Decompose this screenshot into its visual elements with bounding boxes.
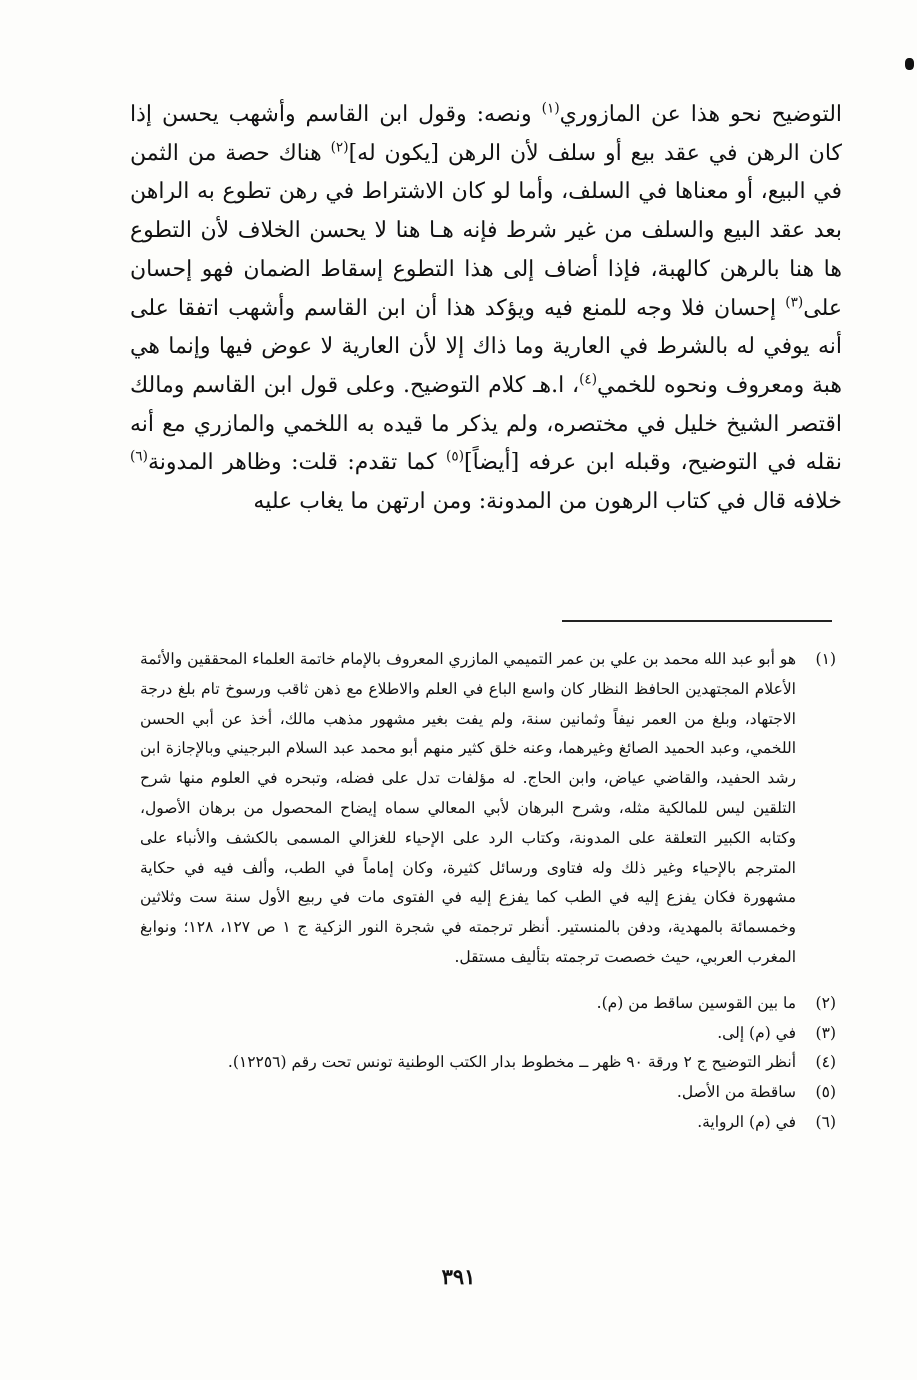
text-segment: التوضيح نحو هذا عن المازوري bbox=[559, 102, 843, 127]
footnote-text: ما بين القوسين ساقط من (م). bbox=[596, 993, 796, 1012]
main-paragraph bbox=[130, 96, 842, 522]
footnote-item bbox=[140, 645, 836, 973]
footnotes-list bbox=[140, 645, 836, 1138]
footnote-number: (٦) bbox=[815, 1112, 836, 1131]
footnote-ref-6[interactable]: (٦) bbox=[130, 449, 148, 465]
footnote-item bbox=[140, 989, 836, 1019]
footnote-ref-5[interactable]: (٥) bbox=[446, 449, 465, 465]
footnote-item bbox=[140, 1019, 836, 1049]
footnote-ref-2[interactable]: (٢) bbox=[330, 139, 349, 156]
text-segment: ونصه: وقول ابن القاسم وأشهب يحسن إذا كان الرهن في عقد بيع أو سلف لأن الرهن [يكون له] bbox=[130, 102, 842, 166]
footnote-text: في (م) إلى. bbox=[717, 1023, 796, 1042]
footnote-separator bbox=[562, 620, 832, 622]
footnote-number: (٥) bbox=[815, 1083, 836, 1102]
footnote-item bbox=[140, 1078, 836, 1108]
footnote-number: (٣) bbox=[815, 1023, 836, 1042]
footnote-text: أنظر التوضيح ج ٢ ورقة ٩٠ ظهر ــ مخطوط بدار الكتب الوطنية تونس تحت رقم (١٢٢٥٦). bbox=[227, 1053, 796, 1072]
footnote-text: هو أبو عبد الله محمد بن علي بن عمر التميمي المازري المعروف بالإمام خاتمة العلماء المحققين والأئمة الأعلام المجتهدين الحافظ النظار كان واسع الباع في العلم والاطلاع مع ذهن ثاقب ورسوخ تام بلغ درجة الاجتهاد، وبلغ من العمر نيفاً وثمانين سنة، ولم يفت بغير مشهور مذهب مالك، أخذ عن أبي الحسن اللخمي، وعبد الحميد الصائغ وغيرهما، وعنه خلق كثير منهم أبو محمد عبد السلام البرجيني وبالإجازة ابن رشد الحفيد، والقاضي عياض، وابن الحاج. له مؤلفات تدل على فضله، وتبحره في العلوم منها شرح التلقين ليس للمالكية مثله، وشرح البرهان لأبي المعالي سماه إيضاح المحصول من برهان الأصول، وكتابه الكبير التعلقة على المدونة، وكتاب الرد على الإحياء للغزالي المسمى بالكشف والأنباء على المترجم بالإحياء وغير ذلك وله فتاوى ورسائل كثيرة، وكان إماماً في الطب، وألف فيه في حكاية مشهورة فكان يفزع إليه في الطب كما يفزع إليه في الفتوى مات في ربيع الأول سنة ست وثلاثين وخمسمائة بالمهدية، ودفن بالمنستير. أنظر ترجمته في شجرة النور الزكية ج ١ ص ١٢٧، ١٢٨؛ ونوابغ المغرب العربي، حيث خصصت ترجمته بتأليف مستقل. bbox=[140, 650, 797, 966]
text-segment: إحسان فلا وجه للمنع فيه ويؤكد هذا أن ابن القاسم وأشهب اتفقا على أنه يوفي له بالشرط في العارية وما ذاك إلا لأن العارية لا عوض فيها وإنما هي هبة ومعروف ونحوه للخمي bbox=[130, 295, 842, 398]
footnote-ref-1[interactable]: (١) bbox=[541, 100, 560, 117]
text-segment: ، ا.هـ كلام التوضيح. وعلى قول ابن القاسم ومالك اقتصر الشيخ خليل في مختصره، ولم يذكر ما قيده به اللخمي والمازري مع أنه نقله في التوضيح، وقبله ابن عرفه [أيضاً] bbox=[130, 372, 842, 476]
footnote-text: في (م) الرواية. bbox=[697, 1112, 796, 1131]
footnote-ref-4[interactable]: (٤) bbox=[579, 371, 598, 388]
footnote-item bbox=[140, 1108, 836, 1138]
footnote-number: (٤) bbox=[815, 1053, 836, 1072]
ink-mark bbox=[905, 58, 914, 70]
footnote-item bbox=[140, 1048, 836, 1078]
text-segment: خلافه قال في كتاب الرهون من المدونة: ومن ارتهن ما يغاب عليه bbox=[253, 489, 842, 515]
text-segment: كما تقدم: قلت: وظاهر المدونة bbox=[147, 450, 447, 476]
text-segment: هناك حصة من الثمن في البيع، أو معناها في السلف، وأما لو كان الاشتراط في رهن تطوع به الراهن بعد عقد البيع والسلف من غير شرط فإنه هـا هنا لا يحسن الخلاف لأن التطوع ها هنا بالرهن كالهبة، فإذا أضاف إلى هذا التطوع إسقاط الضمان فهو إحسان على bbox=[130, 140, 842, 321]
page-number: ٣٩١ bbox=[441, 1264, 476, 1289]
footnote-text: ساقطة من الأصل. bbox=[676, 1083, 796, 1102]
footnote-number: (١) bbox=[815, 650, 836, 668]
main-body-text bbox=[130, 96, 842, 522]
footnote-ref-3[interactable]: (٣) bbox=[785, 294, 804, 311]
footnote-number: (٢) bbox=[815, 993, 836, 1012]
